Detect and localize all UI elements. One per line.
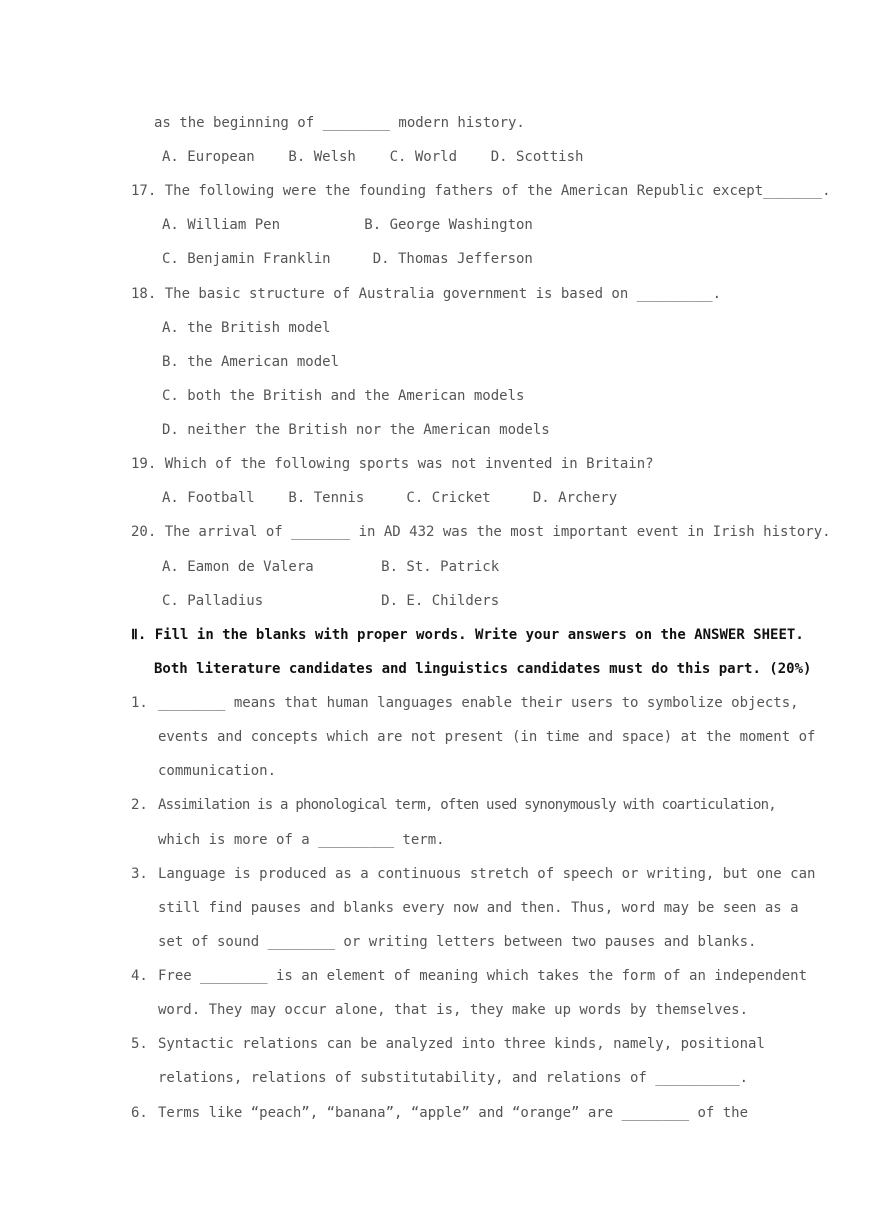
q19-options: A. Football B. Tennis C. Cricket D. Archery [162,490,618,506]
q18-stem: 18. The basic structure of Australia government is based on _________. [131,286,722,302]
q20-options-cd: C. Palladius D. E. Childers [162,593,500,609]
item-4-text: Free ________ is an element of meaning which takes the form of an independent [158,968,808,984]
item-6-text: Terms like “peach”, “banana”, “apple” and “orange” are ________ of the [158,1105,749,1121]
item-6-number: 6. [131,1105,148,1121]
item-5-text: relations, relations of substitutability, and relations of __________. [158,1070,749,1086]
item-2-number: 2. [131,797,148,813]
item-2-text: which is more of a _________ term. [158,832,445,848]
item-5-text: Syntactic relations can be analyzed into three kinds, namely, positional [158,1036,765,1052]
q17-options-cd: C. Benjamin Franklin D. Thomas Jefferson [162,251,533,267]
item-1-text: communication. [158,763,277,779]
q18-option-c: C. both the British and the American models [162,388,525,404]
item-3-text: Language is produced as a continuous stretch of speech or writing, but one can [158,866,816,882]
q17-options-ab: A. William Pen B. George Washington [162,217,533,233]
item-1-number: 1. [131,695,148,711]
item-2-text: Assimilation is a phonological term, often used synonymously with coarticulation, [158,797,776,813]
item-1-text: events and concepts which are not present (in time and space) at the moment of [158,729,816,745]
item-4-number: 4. [131,968,148,984]
q20-options-ab: A. Eamon de Valera B. St. Patrick [162,559,500,575]
q16-options: A. European B. Welsh C. World D. Scottish [162,149,584,165]
q17-stem: 17. The following were the founding fathers of the American Republic except_______. [131,183,831,199]
q16-continuation: as the beginning of ________ modern history. [154,115,525,131]
item-4-text: word. They may occur alone, that is, they make up words by themselves. [158,1002,749,1018]
q20-stem: 20. The arrival of _______ in AD 432 was the most important event in Irish history. [131,524,831,540]
item-3-text: set of sound ________ or writing letters between two pauses and blanks. [158,934,757,950]
q18-option-d: D. neither the British nor the American models [162,422,550,438]
q18-option-b: B. the American model [162,354,340,370]
q19-stem: 19. Which of the following sports was not invented in Britain? [131,456,654,472]
item-1-text: ________ means that human languages enable their users to symbolize objects, [158,695,799,711]
item-3-text: still find pauses and blanks every now and then. Thus, word may be seen as a [158,900,799,916]
section-ii-instructions: Both literature candidates and linguistics candidates must do this part. (20%) [154,661,812,677]
item-5-number: 5. [131,1036,148,1052]
item-3-number: 3. [131,866,148,882]
section-ii-heading: Ⅱ. Fill in the blanks with proper words. Write your answers on the ANSWER SHEET. [131,627,804,643]
q18-option-a: A. the British model [162,320,331,336]
